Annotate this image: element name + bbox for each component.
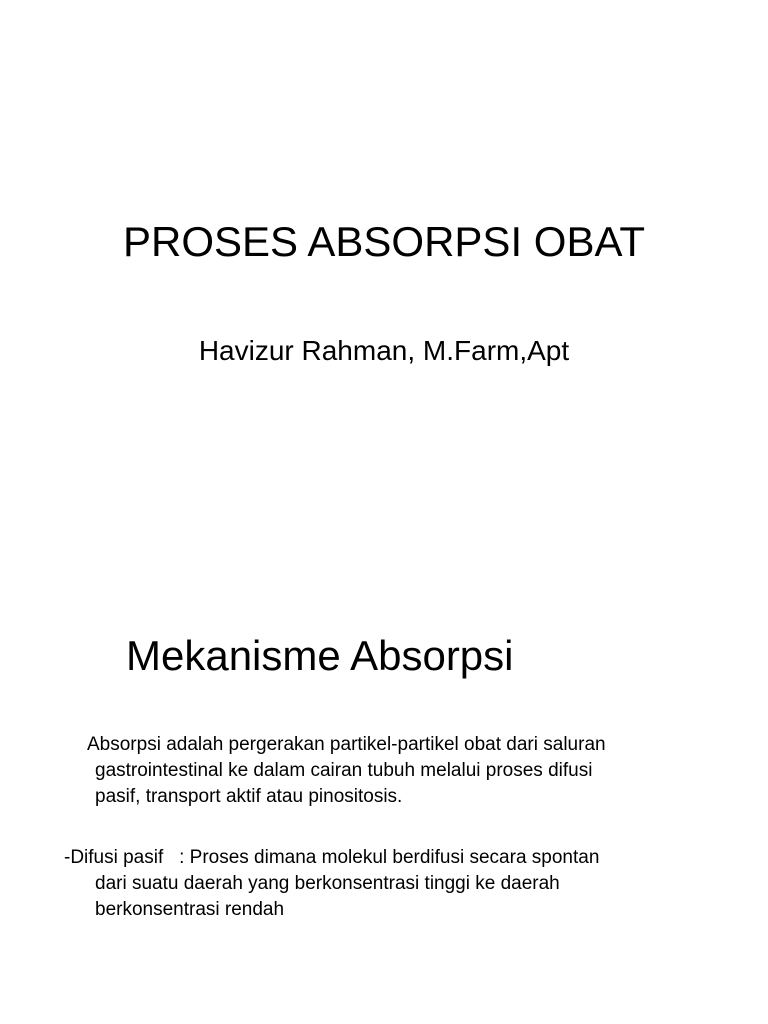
- paragraph-line: dari suatu daerah yang berkonsentrasi tinggi ke daerah: [95, 873, 560, 894]
- passive-diffusion-paragraph: [64, 845, 735, 923]
- paragraph-line: Absorpsi adalah pergerakan partikel-partikel obat dari saluran: [87, 734, 606, 755]
- definition-paragraph: [87, 732, 735, 810]
- presentation-title: PROSES ABSORPSI OBAT: [122, 218, 646, 265]
- slide-heading: Mekanisme Absorpsi: [126, 632, 514, 679]
- content-slide: [0, 512, 768, 1024]
- paragraph-line: -Difusi pasif : Proses dimana molekul berdifusi secara spontan: [64, 847, 600, 868]
- paragraph-line: berkonsentrasi rendah: [95, 899, 285, 920]
- paragraph-line: gastrointestinal ke dalam cairan tubuh melalui proses difusi: [95, 760, 593, 781]
- paragraph-line: pasif, transport aktif atau pinositosis.: [95, 786, 403, 807]
- author-name: Havizur Rahman, M.Farm,Apt: [198, 335, 570, 366]
